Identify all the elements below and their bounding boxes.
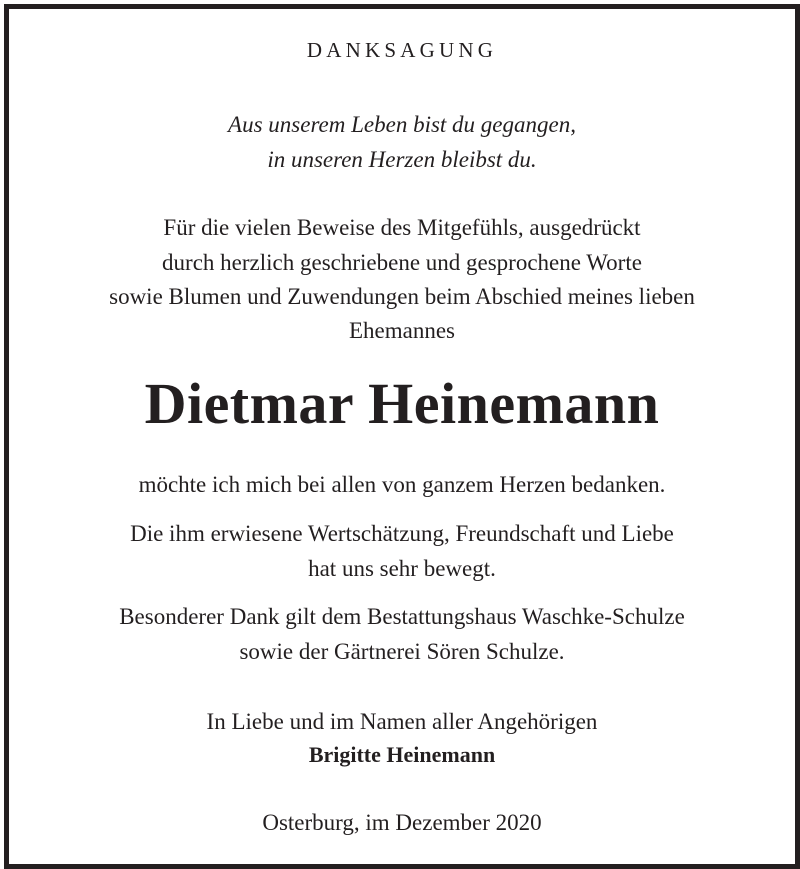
intro-line-2: durch herzlich geschriebene und gesprochene Worte [162,250,642,275]
special-thanks-line-2: sowie der Gärtnerei Sören Schulze. [239,639,565,664]
appreciation-line-1: Die ihm erwiesene Wertschätzung, Freundschaft und Liebe [130,521,674,546]
intro-line-4: Ehemannes [348,318,455,343]
intro-line-3: sowie Blumen und Zuwendungen beim Abschied meines lieben [109,284,695,309]
thanks-text: möchte ich mich bei allen von ganzem Herzen bedanken. [138,472,666,497]
place-date: Osterburg, im Dezember 2020 [262,810,542,835]
motto-line-2: in unseren Herzen bleibst du. [267,147,537,172]
deceased-name: Dietmar Heinemann [144,371,660,436]
appreciation-line-2: hat uns sehr bewegt. [308,556,496,581]
closing-text: In Liebe und im Namen aller Angehörigen [206,709,598,734]
intro-line-1: Für die vielen Beweise des Mitgefühls, ausgedrückt [163,215,641,240]
motto-line-1: Aus unserem Leben bist du gegangen, [228,112,576,137]
signer-name: Brigitte Heinemann [308,742,496,767]
special-thanks-line-1: Besonderer Dank gilt dem Bestattungshaus Waschke-Schulze [119,604,685,629]
notice-heading: DANKSAGUNG [306,38,498,62]
obituary-notice-frame [4,4,800,869]
